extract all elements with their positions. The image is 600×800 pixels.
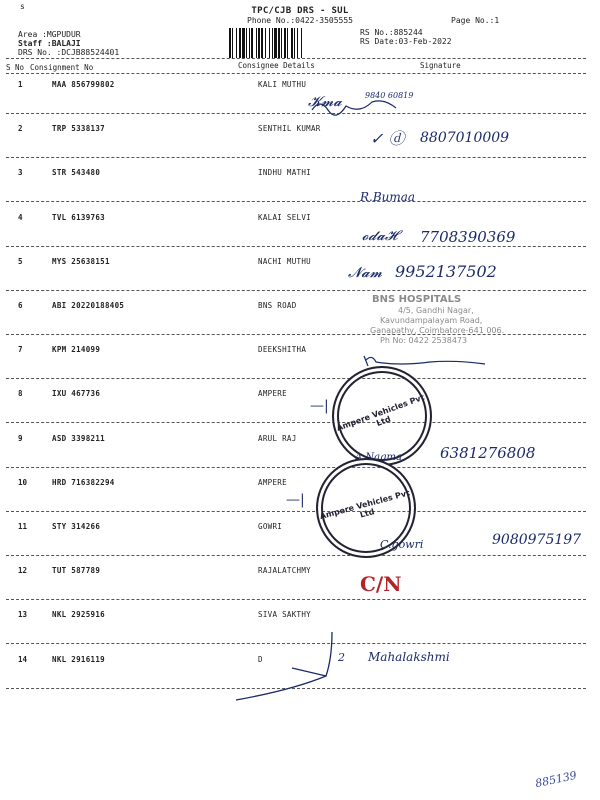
row-consignment: NKL 2925916 <box>52 610 105 620</box>
row-sno: 14 <box>18 654 28 664</box>
row-consignment: KPM 214099 <box>52 345 101 355</box>
document-title: TPC/CJB DRS - SUL <box>251 6 349 16</box>
row-sno: 9 <box>18 433 23 443</box>
row-consignment: TVL 6139763 <box>52 212 105 222</box>
row-consignee: ARUL RAJ <box>258 433 297 443</box>
row-divider <box>6 467 586 468</box>
signature-11: C.gowri <box>380 538 424 551</box>
signature-14-stroke <box>232 628 352 708</box>
row-divider <box>6 422 586 423</box>
row-consignment: TRP 5338137 <box>52 124 105 134</box>
col-sno: S No <box>6 63 25 72</box>
signature-14: Mahalakshmi <box>368 650 450 664</box>
row-consignee: D <box>258 654 263 664</box>
row-sno: 12 <box>18 566 28 576</box>
row-sno: 5 <box>18 256 23 266</box>
row-consignee: INDHU MATHI <box>258 168 311 178</box>
row-consignee: BNS ROAD <box>258 301 297 310</box>
page-number: Page No.:1 <box>451 16 500 25</box>
signature-9-phone: 6381276808 <box>440 444 536 462</box>
bns-stamp-line1: BNS HOSPITALS <box>372 294 462 305</box>
area-label: Area :MGPUDUR <box>18 30 81 39</box>
row-consignee: NACHI MUTHU <box>258 256 311 266</box>
bns-stamp-line5: Ph No: 0422 2538473 <box>380 336 468 345</box>
phone-number: Phone No.:0422-3505555 <box>247 16 353 25</box>
row-consignment: MYS 25638151 <box>52 256 110 266</box>
row-consignment: STY 314266 <box>52 522 101 531</box>
col-consignment: Consignment No <box>30 63 94 72</box>
col-consignee: Consignee Details <box>238 61 315 70</box>
row-sno: 13 <box>18 610 28 620</box>
row-sno: 10 <box>18 477 28 487</box>
row-consignment: HRD 716382294 <box>52 477 115 487</box>
row-consignee: KALAI SELVI <box>258 212 311 222</box>
row-divider <box>6 113 586 114</box>
ampere-stamp-2-text: Ampere Vehicles Pvt Ltd <box>318 488 411 522</box>
staff-label: Staff :BALAJI <box>18 39 81 48</box>
signature-10-mark: —| <box>286 492 305 508</box>
row-consignee: AMPERE <box>258 477 287 487</box>
ampere-stamp-1 <box>332 366 432 466</box>
row-consignment: TUT 587789 <box>52 566 101 576</box>
row-consignee: KALI MUTHU <box>258 80 307 89</box>
table-row <box>0 389 600 433</box>
row-divider <box>6 511 586 512</box>
row-sno: 7 <box>18 345 23 355</box>
footer-number: 885139 <box>534 768 578 791</box>
row-consignment: STR 543480 <box>52 168 101 178</box>
signature-12: C/N <box>360 572 402 596</box>
row-consignment: ABI 20220188405 <box>52 301 125 310</box>
table-row <box>0 168 600 212</box>
col-signature: Signature <box>420 61 461 70</box>
header-divider <box>6 58 586 59</box>
signature-14-mark: 2 <box>338 651 345 664</box>
row-sno: 3 <box>18 168 23 178</box>
drs-number: DRS No. :DCJB88524401 <box>18 48 120 57</box>
row-divider <box>6 378 586 379</box>
row-divider <box>6 157 586 158</box>
signature-2-phone: 8807010009 <box>420 130 510 146</box>
row-divider <box>6 555 586 556</box>
signature-5: 𝓝𝓪𝓶 <box>348 265 383 281</box>
signature-4-phone: 7708390369 <box>420 228 516 246</box>
row-consignment: ASD 3398211 <box>52 433 105 443</box>
row-sno: 6 <box>18 301 23 310</box>
table-row <box>0 80 600 124</box>
signature-3: R.Bumaa <box>360 190 416 204</box>
row-consignee: RAJALATCHMY <box>258 566 311 576</box>
row-consignment: NKL 2916119 <box>52 654 105 664</box>
row-divider <box>6 201 586 202</box>
row-consignment: IXU 467736 <box>52 389 101 399</box>
bns-stamp-line3: Kavundampalayam Road, <box>380 316 483 325</box>
column-divider <box>6 73 586 74</box>
table-row <box>0 124 600 168</box>
barcode <box>227 28 351 58</box>
table-row <box>0 566 600 610</box>
signature-9: A.Nagma <box>355 452 402 463</box>
row-consignee: SIVA SAKTHY <box>258 610 311 620</box>
row-consignee: DEEKSHITHA <box>258 345 307 355</box>
signature-4: 𝓸𝓭𝓪𝓗 <box>362 228 398 244</box>
ampere-stamp-1-text: Ampere Vehicles Pvt Ltd <box>335 392 426 433</box>
rs-date: RS Date:03-Feb-2022 <box>360 37 452 46</box>
signature-1-stroke <box>310 96 400 118</box>
row-sno: 1 <box>18 80 23 89</box>
bns-stamp <box>350 292 530 354</box>
bns-stamp-line4: Ganapathy, Coimbatore-641 006. <box>370 326 505 335</box>
row-consignee: SENTHIL KUMAR <box>258 124 321 134</box>
row-consignee: AMPERE <box>258 389 287 399</box>
row-consignment: MAA 856799802 <box>52 80 115 89</box>
row-consignee: GOWRI <box>258 522 283 531</box>
signature-5-phone: 9952137502 <box>395 262 497 281</box>
signature-1: 𝓚𝓶𝓪 <box>308 94 342 110</box>
signature-2: ✓ ⓓ <box>370 129 405 148</box>
corner-mark: s <box>20 2 25 11</box>
row-sno: 2 <box>18 124 23 134</box>
row-sno: 11 <box>18 522 28 531</box>
row-sno: 8 <box>18 389 23 399</box>
signature-11-phone: 9080975197 <box>492 532 582 548</box>
signature-1-phone: 9840 60819 <box>365 91 414 100</box>
row-divider <box>6 290 586 291</box>
bns-stamp-line2: 4/5, Gandhi Nagar, <box>398 306 474 315</box>
rs-number: RS No.:885244 <box>360 28 423 37</box>
row-divider <box>6 599 586 600</box>
row-sno: 4 <box>18 212 23 222</box>
signature-8-mark: —| <box>310 398 329 414</box>
